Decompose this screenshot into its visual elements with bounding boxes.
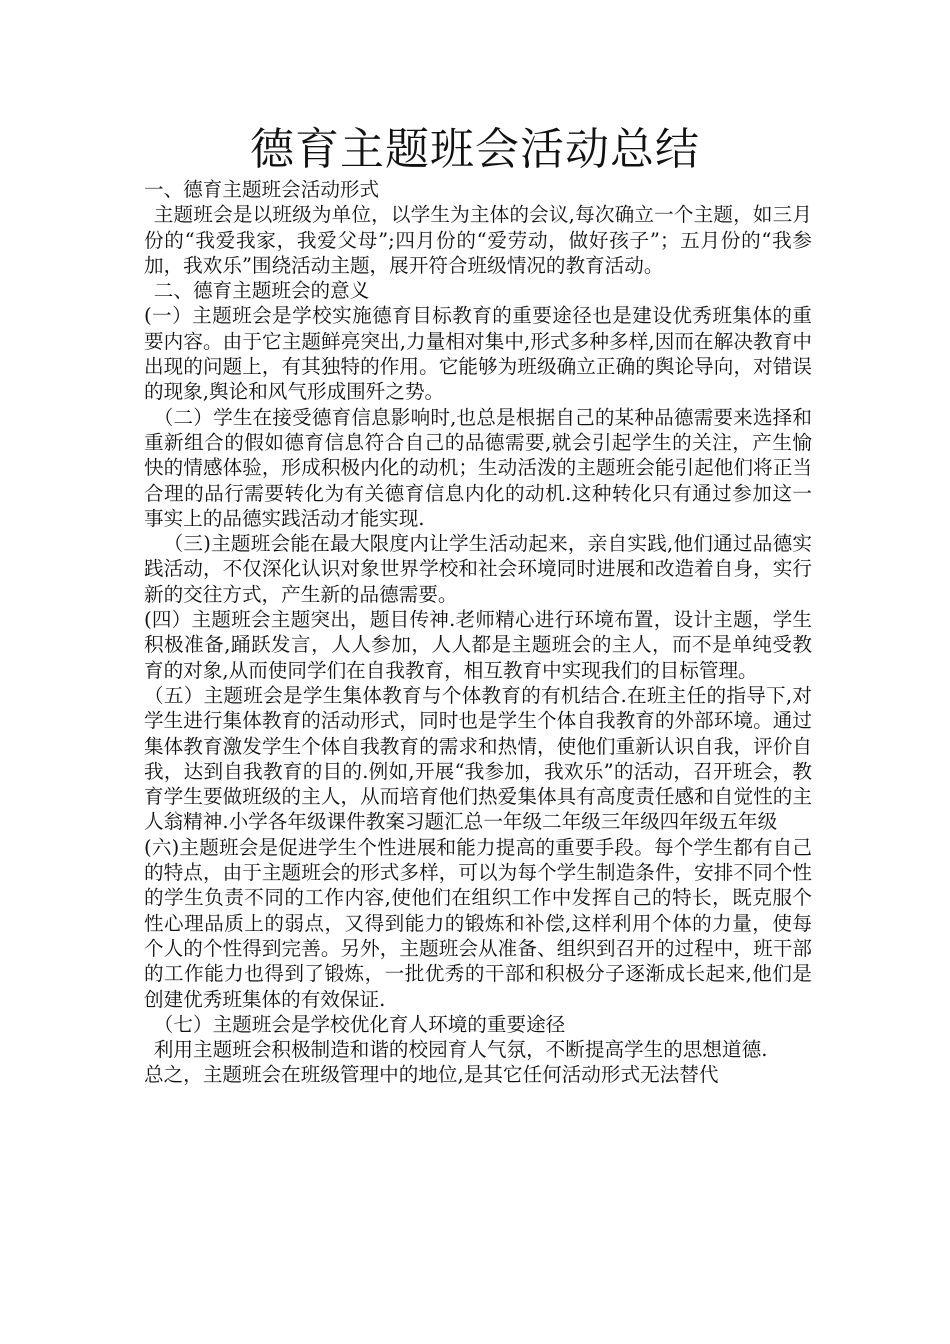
section-heading: 一、德育主题班会活动形式 bbox=[144, 178, 380, 201]
document-title: 德育主题班会活动总结 bbox=[250, 124, 700, 175]
paragraph: (四）主题班会主题突出，题目传神.老师精心进行环境布置，设计主题，学生积极准备,踊跃发言，人人参加，人人都是主题班会的主人，而不是单纯受教育的对象,从而使同学们在自我教育，相互教育中实现我们的目标管理。 bbox=[144, 608, 812, 682]
paragraph: (六)主题班会是促进学生个性进展和能力提高的重要手段。每个学生都有自己的特点，由于主题班会的形式多样，可以为每个学生制造条件，安排不同个性的学生负责不同的工作内容,使他们在组织工作中发挥自己的特长，既克服个性心理品质上的弱点，又得到能力的锻炼和补偿,这样利用个体的力量，使每个人的个性得到完善。另外，主题班会从准备、组织到召开的过程中，班干部的工作能力也得到了锻炼，一批优秀的干部和积极分子逐渐成长起来,他们是创建优秀班集体的有效保证. bbox=[144, 835, 812, 1011]
paragraph: 主题班会是以班级为单位，以学生为主体的会议,每次确立一个主题，如三月份的“我爱我家，我爱父母”;四月份的“爱劳动，做好孩子”；五月份的“我参加，我欢乐”围绕活动主题，展开符合班级情况的教育活动。 bbox=[144, 203, 812, 277]
paragraph: 利用主题班会积极制造和谐的校园育人气氛，不断提高学生的思想道德. bbox=[153, 1038, 768, 1062]
section-heading: 二、德育主题班会的意义 bbox=[153, 279, 370, 303]
paragraph: （五）主题班会是学生集体教育与个体教育的有机结合.在班主任的指导下,对学生进行集体教育的活动形式，同时也是学生个体自我教育的外部环境。通过集体教育激发学生个体自我教育的需求和热情，使他们重新认识自我，评价自我，达到自我教育的目的.例如,开展“我参加，我欢乐”的活动，召开班会，教育学生要做班级的主人，从而培育他们热爱集体具有高度责任感和自觉性的主人翁精神.小学各年级课件教案习题汇总一年级二年级三年级四年级五年级 bbox=[144, 683, 812, 834]
paragraph: （三)主题班会能在最大限度内让学生活动起来，亲自实践,他们通过品德实践活动，不仅深化认识对象世界学校和社会环境同时进展和改造着自身，实行新的交往方式，产生新的品德需要。 bbox=[144, 532, 812, 606]
paragraph: (一）主题班会是学校实施德育目标教育的重要途径也是建设优秀班集体的重要内容。由于它主题鲜亮突出,力量相对集中,形式多种多样,因而在解决教育中出现的问题上，有其独特的作用。它能够为班级确立正确的舆论导向，对错误的现象,舆论和风气形成围歼之势。 bbox=[144, 304, 812, 404]
paragraph: （二）学生在接受德育信息影响时,也总是根据自己的某种品德需要来选择和重新组合的假如德育信息符合自己的品德需要,就会引起学生的关注，产生愉快的情感体验，形成积极内化的动机；生动活泼的主题班会能引起他们将正当合理的品行需要转化为有关德育信息内化的动机.这种转化只有通过参加这一事实上的品德实践活动才能实现. bbox=[144, 405, 812, 530]
document-body bbox=[144, 177, 812, 1088]
paragraph: 总之，主题班会在班级管理中的地位,是其它任何活动形式无法替代 bbox=[144, 1063, 719, 1087]
paragraph: （七）主题班会是学校优化育人环境的重要途径 bbox=[153, 1012, 566, 1036]
